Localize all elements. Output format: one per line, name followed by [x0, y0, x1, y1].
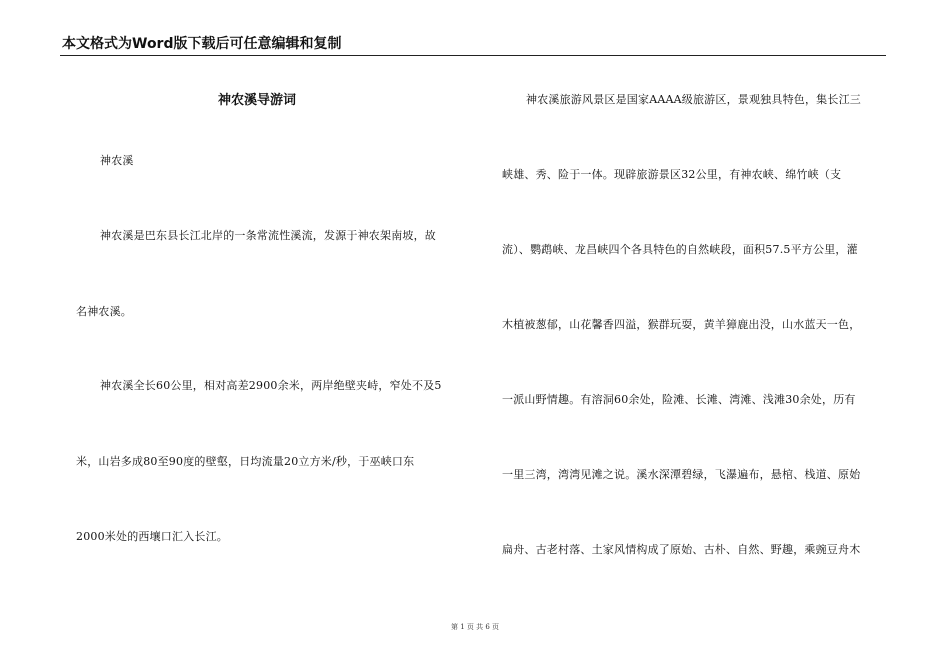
page-number: 第 1 页 共 6 页 [450, 623, 500, 631]
left-line-3: 名神农溪。 [76, 305, 132, 318]
right-line-7: 扁舟、古老村落、土家风情构成了原始、古朴、自然、野趣，乘豌豆舟木 [502, 543, 861, 556]
left-line-4: 神农溪全长60公里，相对高差2900余米，两岸绝壁夹峙，窄处不及5 [100, 379, 442, 392]
right-line-3: 流）、鹦鹉峡、龙昌峡四个各具特色的自然峡段，面积57.5平方公里，灌 [502, 243, 858, 256]
right-line-5: 一派山野情趣。有溶洞60余处，险滩、长滩、湾滩、浅滩30余处，历有 [502, 393, 856, 406]
right-line-2: 峡雄、秀、险于一体。现辟旅游景区32公里，有神农峡、绵竹峡（支 [502, 168, 842, 181]
left-line-2: 神农溪是巴东县长江北岸的一条常流性溪流，发源于神农架南坡，故 [100, 229, 436, 242]
right-line-6: 一里三湾，湾湾见滩之说。溪水深潭碧绿，飞瀑遍布，悬棺、栈道、原始 [502, 468, 861, 481]
left-line-6: 2000米处的西壤口汇入长江。 [76, 530, 228, 543]
header-text: 本文格式为Word版下载后可任意编辑和复制 [62, 36, 342, 52]
left-line-heading: 神农溪 [100, 154, 134, 167]
left-line-5: 米，山岩多成80至90度的壁壑，日均流量20立方米/秒，于巫峡口东 [76, 455, 415, 468]
document-title: 神农溪导游词 [218, 93, 297, 108]
page-header [60, 36, 886, 54]
header-divider [60, 55, 886, 56]
right-line-4: 木植被葱郁，山花馨香四溢，猴群玩耍，黄羊獐鹿出没，山水蓝天一色， [502, 318, 861, 331]
right-line-1: 神农溪旅游风景区是国家AAAA级旅游区，景观独具特色，集长江三 [526, 93, 861, 106]
